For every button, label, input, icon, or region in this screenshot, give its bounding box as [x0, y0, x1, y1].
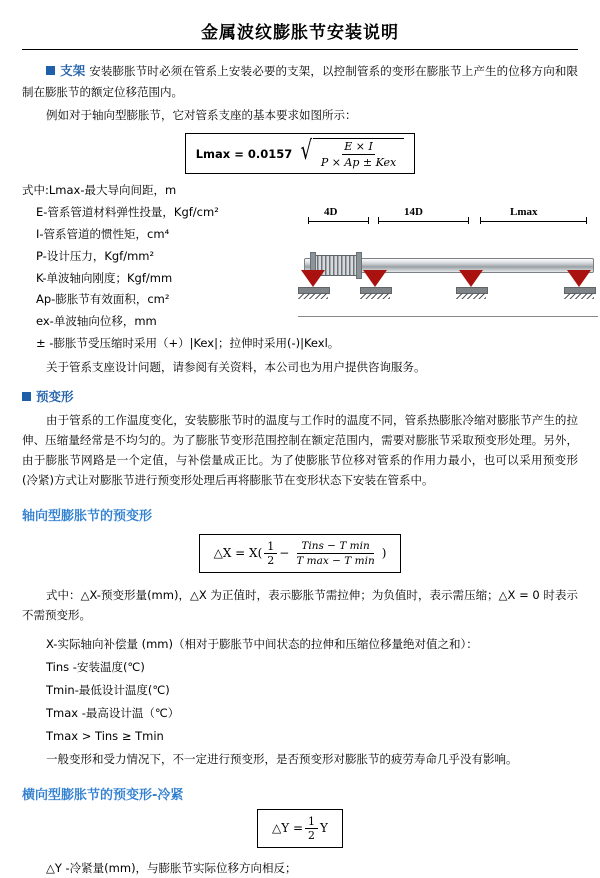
axial-formula-temp-fraction: $\frac{\text{Tins − T min}}{\text{T max − T min}}$ [296, 539, 375, 567]
pipe-support-icon [360, 270, 390, 296]
lmax-formula-numerator: E × I [344, 140, 373, 154]
lmax-formula-denominator: P × Ap ± Kex [320, 156, 397, 170]
axial-predeform-heading: 轴向型膨胀节的预变形 [22, 508, 153, 524]
definition-item: ex-单波轴向位移，mm [36, 314, 157, 329]
dimension-tick [586, 217, 587, 224]
support-section-intro [22, 60, 578, 102]
page-title: 金属波纹膨胀节安装说明 [201, 23, 399, 43]
ground-line [298, 316, 598, 317]
axial-line: 一般变形和受力情况下，不一定进行预变形，是否预变形对膨胀节的疲劳寿命几乎没有影响。 [46, 752, 518, 767]
lateral-predeform-heading: 横向型膨胀节的预变形-冷紧 [22, 787, 184, 803]
lateral-formula [257, 809, 343, 848]
axial-formula-half: $\frac{1}{2}$ [264, 540, 277, 567]
blue-square-bullet-icon [46, 66, 55, 75]
predeform-heading-label: 预变形 [36, 389, 74, 404]
lmax-formula-block [22, 133, 578, 174]
lateral-line: △Y -冷紧量(mm)，与膨胀节实际位移方向相反； [46, 860, 297, 875]
axial-line: 式中：△X-预变形量(mm)，△X 为正值时，表示膨胀节需拉伸；为负值时，表示需压缩；△X = 0 时表示不需预变形。 [22, 587, 578, 622]
axial-formula-block [22, 534, 578, 573]
axial-line: Tmax > Tins ≥ Tmin [46, 729, 164, 744]
dimension-line-lmax [480, 221, 586, 222]
definition-item: I-管系管道的惯性矩，cm⁴ [36, 226, 170, 241]
predeform-heading [22, 387, 578, 405]
axial-line: Tins -安装温度(℃) [46, 659, 145, 674]
lmax-formula [185, 133, 416, 174]
lmax-formula-lhs: Lmax = 0.0157 [195, 146, 293, 161]
pipe-support-icon [564, 270, 594, 296]
blue-square-bullet-icon [22, 392, 31, 401]
axial-formula-minus: − [279, 546, 290, 560]
axial-formula-rhs: ) [381, 546, 387, 560]
support-heading: 支架 [60, 63, 86, 78]
dimension-tick [308, 217, 309, 224]
dimension-tick [378, 217, 379, 224]
definition-item: 式中:Lmax-最大导向间距，m [22, 183, 177, 198]
dimension-tick [468, 217, 469, 224]
axial-formula-lhs: △X = X( [213, 546, 263, 560]
pipe-assembly [298, 232, 598, 324]
axial-formula [199, 534, 402, 573]
lateral-formula-half: $\frac{1}{2}$ [305, 815, 318, 842]
support-paragraph-2: 例如对于轴向型膨胀节，它对管系支座的基本要求如图所示： [46, 108, 357, 122]
dimension-label-4d: 4D [324, 206, 338, 219]
definition-item: K-单波轴向刚度；Kgf/mm [36, 270, 173, 285]
support-paragraph-1: 安装膨胀节时必须在管系上安装必要的支架，以控制管系的变形在膨胀节上产生的位移方向和限制在膨胀节的额定位移范围内。 [22, 64, 578, 99]
pipe-support-diagram-wrap [298, 180, 598, 326]
pipe-support-diagram [298, 206, 598, 326]
dimension-labels [298, 206, 598, 226]
lateral-formula-lhs: △Y = [272, 821, 304, 835]
definitions-and-diagram [22, 180, 578, 355]
dimension-line-14d [378, 221, 468, 222]
definition-item: P-设计压力，Kgf/mm² [36, 248, 155, 263]
lateral-formula-rhs: Y [320, 821, 328, 835]
square-root-icon: √ $\frac{E \times I}{\text{P × Ap ± Kex}}$ [298, 138, 404, 169]
dimension-label-14d: 14D [404, 206, 423, 219]
definition-item: Ap-膨胀节有效面积，cm² [36, 292, 170, 307]
pipe-support-icon [456, 270, 486, 296]
lateral-formula-block [22, 809, 578, 848]
dimension-tick [368, 217, 369, 224]
definition-item: ± -膨胀节受压缩时采用（+）|Kex|；拉伸时采用(-)|Kexl。 [36, 336, 340, 351]
support-design-note: 关于管系支座设计问题，请参阅有关资料，本公司也为用户提供咨询服务。 [46, 359, 426, 374]
pipe-support-icon [298, 270, 328, 296]
dimension-label-lmax: Lmax [510, 206, 538, 219]
dimension-line-4d [308, 221, 368, 222]
dimension-tick [480, 217, 481, 224]
title-divider [22, 49, 578, 50]
definition-item: E-管系管道材料弹性投量，Kgf/cm² [36, 204, 219, 219]
axial-line: Tmin-最低设计温度(℃) [46, 683, 170, 697]
axial-line: X-实际轴向补偿量 (mm)（相对于膨胀节中间状态的拉伸和压缩位移量绝对值之和）： [46, 636, 478, 651]
axial-line: Tmax -最高设计温（℃） [46, 706, 180, 721]
predeform-paragraph: 由于管系的工作温度变化，安装膨胀节时的温度与工作时的温度不同，管系热膨胀冷缩对膨胀节产生的拉伸、压缩量经常是不均匀的。为了膨胀节变形范围控制在额定范围内，需要对膨胀节采取预变形处理。另外，由于膨胀节网路是一个定值，与补偿量成正比。为了使膨胀节位移对管系的作用力最小，也可以采用预变形(冷紧)方式让对膨胀节进行预变形处理后再将膨胀节在变形状态下安装在管系中。 [22, 413, 578, 488]
